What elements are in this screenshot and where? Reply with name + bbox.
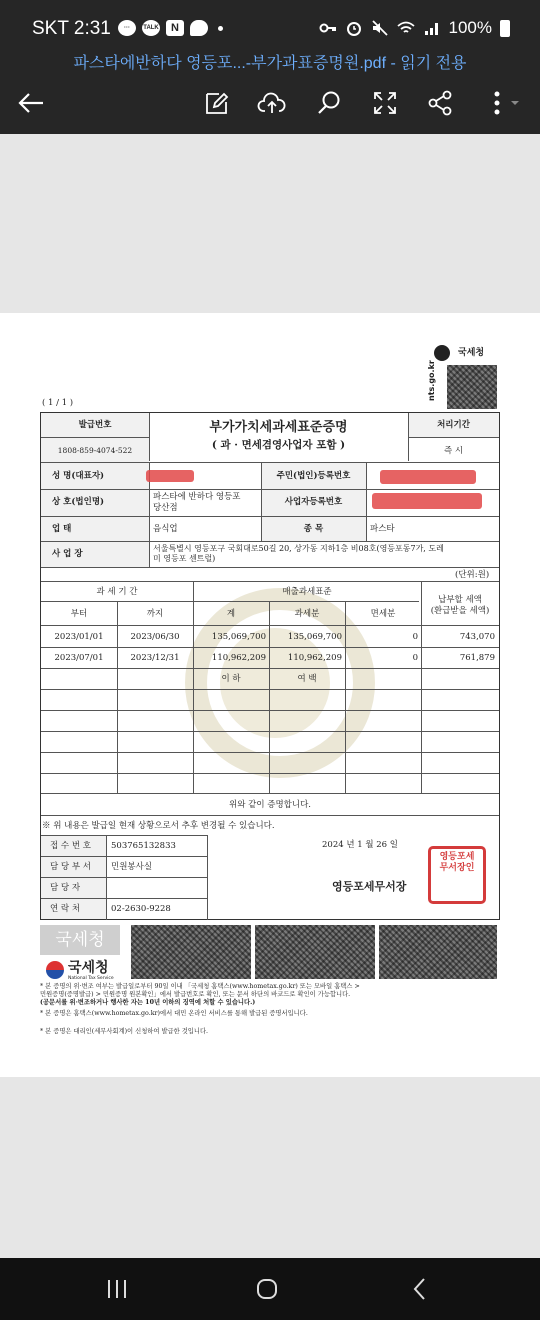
certificate-subtitle: ( 과 · 면세겸영사업자 포함 ) (211, 439, 346, 451)
edit-icon (204, 90, 230, 116)
nav-back-button[interactable] (400, 1274, 440, 1304)
footnote-bold: (공문서를 위·변조하거나 행사한 자는 10년 이하의 징역에 처할 수 있습니다.) (40, 999, 256, 1006)
logo-text: 국세청 (68, 960, 109, 976)
agency-label: 국세청 (458, 348, 485, 358)
contact-label: 연 락 처 (50, 904, 81, 914)
row2-exempt: 0 (412, 653, 418, 663)
redaction-bizno (372, 493, 482, 509)
nts-logo-icon (434, 345, 450, 361)
recent-apps-button[interactable] (97, 1274, 137, 1304)
document-title: 파스타에반하다 영등포...-부가과표증명원.pdf - 읽기 전용 (73, 55, 467, 72)
edit-button[interactable] (200, 88, 234, 118)
back-button[interactable] (14, 88, 48, 118)
issue-no-label: 발급번호 (78, 420, 112, 430)
process-label: 처리기간 (437, 420, 470, 430)
page-counter: ( 1 / 1 ) (42, 398, 74, 408)
certificate-document (0, 313, 540, 1077)
redaction-name (146, 470, 194, 482)
footnote-3: * 본 증명은 대리인(세무사회계)이 신청하여 발급한 것입니다. (40, 1028, 209, 1035)
blank-note-2: 여 백 (297, 674, 317, 684)
expand-button[interactable] (368, 88, 402, 118)
staff-label: 담 당 자 (50, 883, 81, 893)
process-value: 즉 시 (443, 446, 464, 456)
row2-tax: 761,879 (459, 653, 495, 663)
footnote-2: * 본 증명은 홈택스(www.hometax.go.kr)에서 대민 온라인 서비스를 통해 발급된 증명서입니다. (40, 1010, 308, 1017)
bizno-label: 사업자등록번호 (284, 497, 343, 507)
trade-value: 파스타에 반하다 영등포 당산점 (153, 492, 241, 513)
row1-to: 2023/06/30 (130, 632, 180, 642)
row1-tax: 743,070 (459, 632, 495, 642)
upload-button[interactable] (255, 88, 289, 118)
talk-icon: TALK (142, 20, 160, 36)
certificate-title: 부가가치세과세표준증명 (209, 420, 348, 435)
col-to: 까지 (146, 609, 164, 619)
item-value: 파스타 (370, 524, 395, 534)
watermark-logo: 국세청 (40, 925, 120, 955)
col-exempt: 면세분 (370, 609, 396, 619)
wifi-icon (397, 20, 415, 36)
recent-apps-icon (105, 1278, 129, 1300)
name-label: 성 명(대표자) (52, 471, 105, 481)
battery-icon (500, 20, 510, 37)
share-button[interactable] (423, 88, 457, 118)
period-header: 과 세 기 간 (96, 587, 138, 597)
col-taxable: 과세분 (294, 609, 320, 619)
issue-no-value: 1808-859-4074-522 (57, 446, 133, 455)
dept-value: 민원봉사실 (111, 862, 153, 872)
system-icons (319, 18, 510, 38)
row2-to: 2023/12/31 (130, 653, 180, 663)
receipt-value: 503765132833 (111, 841, 176, 851)
key-icon (319, 20, 337, 36)
receipt-label: 접 수 번 호 (50, 841, 91, 851)
tax-header: 납부할 세액 (환급받을 세액) (430, 595, 490, 616)
nav-back-icon (410, 1277, 430, 1301)
col-from: 부터 (70, 609, 88, 619)
more-vertical-icon (485, 90, 521, 116)
mute-icon (371, 20, 389, 36)
row1-taxable: 135,069,700 (287, 632, 342, 642)
row1-exempt: 0 (412, 632, 418, 642)
barcode-2 (255, 925, 375, 979)
row2-from: 2023/07/01 (54, 653, 104, 663)
col-total: 계 (226, 609, 236, 619)
row2-total: 110,962,209 (211, 653, 266, 663)
navigation-bar (0, 1258, 540, 1320)
home-button[interactable] (247, 1274, 287, 1304)
arrow-left-icon (17, 91, 45, 115)
type-value: 음식업 (153, 524, 178, 534)
cloud-icon (190, 20, 208, 36)
pdf-page[interactable] (0, 313, 540, 1077)
naver-icon: N (166, 20, 184, 36)
signal-icon (423, 20, 441, 36)
chat-icon: ··· (118, 20, 136, 36)
barcode-3 (379, 925, 497, 979)
nts-emblem-icon (46, 961, 64, 979)
notification-icons (118, 20, 223, 36)
addr-value: 서울특별시 영등포구 국회대로50길 20, 상가동 지하1층 비08호(영등포동7가, 도레 미 영등포 센트럴) (153, 544, 444, 563)
footnote-1: * 본 증명의 위·변조 여부는 발급일로부터 90일 이내 「국세청 홈택스(www.hometax.go.kr) 또는 모바일 홈택스 > 민원증명(증명발급) > 민원증명 원본확인」에서 발급번호로 확인, 또는 문서 하단의 바코드로 확인이 가능합니다. (40, 983, 360, 999)
reg-label: 주민(법인)등록번호 (276, 471, 351, 481)
site-label: nts.go.kr (427, 360, 436, 401)
qr-code (447, 365, 497, 409)
search-icon (316, 90, 342, 116)
battery-percent: 100% (448, 18, 492, 37)
status-time: SKT 2:31 (32, 18, 111, 39)
unit-label: (단위:원) (455, 570, 490, 580)
alarm-icon (345, 20, 363, 36)
notice-text: ※ 위 내용은 발급일 현재 상황으로서 추후 변경될 수 있습니다. (42, 821, 275, 831)
status-bar (0, 0, 540, 48)
type-label: 업 태 (52, 524, 72, 534)
more-notifications-dot (218, 26, 223, 31)
issue-date: 2024 년 1 월 26 일 (322, 840, 398, 850)
sales-header: 매출과세표준 (282, 587, 332, 597)
row1-total: 135,069,700 (211, 632, 266, 642)
addr-label: 사 업 장 (52, 549, 83, 559)
expand-icon (373, 91, 397, 115)
cloud-upload-icon (257, 91, 287, 115)
contact-value: 02-2630-9228 (111, 904, 171, 914)
blank-note-1: 이 하 (221, 674, 241, 684)
dept-label: 담 당 부 서 (50, 862, 91, 872)
logo-sub: National Tax Service (68, 976, 114, 981)
row1-from: 2023/01/01 (54, 632, 104, 642)
official-stamp (428, 846, 486, 904)
trade-label: 상 호(법인명) (52, 497, 105, 507)
share-icon (428, 90, 452, 116)
item-label: 종 목 (303, 524, 324, 534)
redaction-reg (380, 470, 476, 484)
row2-taxable: 110,962,209 (287, 653, 342, 663)
search-button[interactable] (312, 88, 346, 118)
home-icon (255, 1277, 279, 1301)
certify-text: 위와 같이 증명합니다. (228, 800, 311, 810)
top-bar (0, 0, 540, 134)
barcode-1 (131, 925, 251, 979)
stamp-text: 영등포세 무서장인 (439, 852, 475, 873)
more-options-button[interactable] (482, 88, 524, 118)
office-name: 영등포세무서장 (332, 880, 407, 893)
